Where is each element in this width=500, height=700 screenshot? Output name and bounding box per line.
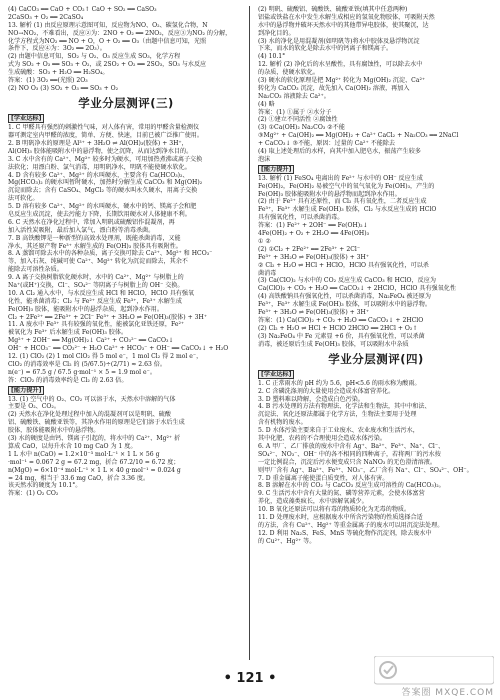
left-body-line: 4. D 含有较多 Ca²⁺、Mg²⁺ 的水叫硬水，主要含有 Ca(HCO₃)₂、: [8, 171, 189, 179]
left-bottom-line: 主要是 O₂、CO₂。: [8, 403, 60, 411]
right-mid-line: Fe³⁺，Fe³⁺ 水解生成 Fe(OH)₃ 胶体，可以吸附水中的悬浮物。: [258, 301, 431, 309]
left-body-line: Al(OH)₃ 胶体能吸附水中的悬浮物，使之沉降，从而达到净水目的。: [8, 147, 193, 155]
left-body-line: 7. B 高铁酸钾是一种新型的高效水处理剂，既能杀菌消毒，又能: [8, 234, 181, 242]
right-mid-line: 答案：(1) Fe²⁺ + 2OH⁻ ══ Fe(OH)₂↓: [258, 222, 368, 230]
left-column: [8, 6, 244, 498]
right-mid-line: 具有强氧化性，可以杀菌消毒。: [258, 214, 344, 222]
left-body-line: 9. A 离子交换树脂软化硬水时，水中的 Ca²⁺、Mg²⁺ 与树脂上的: [8, 274, 184, 282]
right-top-line: 下来，而水的软化是除去水中的钙离子和镁离子。: [258, 45, 393, 53]
left-body-line: 8. A 蒸馏可除去水中的各种杂质，离子交换可除去 Ca²⁺、Mg²⁺ 和 HCO₃⁻: [8, 250, 213, 258]
left-body-line: 器可测定室内甲醛的浓度，简单、方便、快速，目前已被广泛推广使用。: [8, 132, 203, 140]
left-top-line: 2CaSO₃ + O₂ ══ 2CaSO₄: [8, 13, 84, 21]
left-body-line: OH⁻ + HCO₃⁻ ══ CO₃²⁻ + H₂O Ca²⁺ + HCO₃⁻ + OH⁻ ══ CaCO₃↓ + H₂O: [8, 345, 229, 353]
left-body-line: Na⁺(或H⁺)交换，Cl⁻、SO₄²⁻ 等阴离子与树脂上的 OH⁻ 交换。: [8, 282, 184, 290]
left-body-line: 法可软化。: [8, 195, 39, 203]
right-top-line: (3) 硬水的软化原理是把 Mg²⁺ 转化为 Mg(OH)₂ 沉淀、Ca²⁺: [258, 77, 426, 85]
left-body-line: Cl₂ + 2Fe²⁺ ══ 2Fe³⁺ + 2Cl⁻ Fe³⁺ + 3H₂O ⇌ Fe(OH)₃(胶体) + 3H⁺: [8, 313, 208, 321]
right-mid-line: (2) ①Cl₂ + 2Fe²⁺ ══ 2Fe³⁺ + 2Cl⁻: [258, 245, 361, 253]
left-top-block: [8, 6, 244, 92]
right-mid-line: Fe³⁺，Fe³⁺ 水解生成 Fe(OH)₃ 胶体，Cl₂ 与水反应生成的 HClO: [258, 206, 437, 214]
left-bottom-line: 1 L 水中 n(CaO) = 1.2×10⁻³ mol·L⁻¹ × 1 L × 56 g: [8, 450, 160, 458]
right-mid-line: 13. 解析 (1) FeSO₄ 电离出的 Fe²⁺ 与水中的 OH⁻ 反应生成: [258, 174, 423, 182]
left-top-line: (2) 由题中信息可知，SO₂ 与 O₂、O₃ 反应生成 SO₃，化学方程: [8, 53, 181, 61]
right-mid-line: 消毒，被还原后生成 Fe(OH)₃ 胶体，可以吸附水中杂质: [258, 340, 409, 348]
section-tag-advanced-right: [能力提升]: [258, 165, 294, 174]
left-body-line: 等，加入石灰、纯碱可使 Ca²⁺、Mg²⁺ 转化为沉淀而除去，其余不: [8, 258, 188, 266]
left-top-line: (2) NO O₃ (3) SO₂ + O₃ ══ SO₃ + O₂: [8, 84, 119, 92]
left-body-line: Fe(OH)₃ 胶体，能吸附水中的悬浮杂质，起到净水作用。: [8, 305, 163, 313]
left-top-line: (4) CaCO₃ ══ CaO + CO₂↑ CaO + SO₂ ══ CaSO₃: [8, 6, 157, 13]
right-column: [258, 6, 494, 546]
right-bottom-line: 其中化肥、农药的不合理使用会造成水体污染。: [258, 435, 386, 443]
right-bottom-line: 1. C 正常雨水的 pH 约为 5.6，pH<5.6 的雨水称为酸雨。: [258, 379, 421, 387]
left-body-line: 化性，能杀菌消毒；Cl₂ 与 Fe²⁺ 反应生成 Fe³⁺，Fe³⁺ 水解生成: [8, 297, 183, 305]
right-mid-line: Fe³⁺ + 3H₂O ⇌ Fe(OH)₃(胶体) + 3H⁺: [258, 308, 370, 316]
right-bottom-line: 11. D 处理废水时，应根据废水中所含污染物的性质选择合适: [258, 513, 423, 521]
left-body-line: 法软化；用漂白粉、氯气消毒，用明矾净水，明矾不能使硬水软化。: [8, 163, 191, 171]
column-divider: [249, 6, 250, 660]
right-bottom-line: 的方法，含有 Cu²⁺、Hg²⁺ 等重金属离子的废水可以用沉淀法处理。: [258, 521, 444, 529]
right-mid-line: ② Cl₂ + H₂O ⇌ HCl + HClO，HClO 具有强氧化性，可以杀: [258, 261, 429, 269]
right-top-line: (4) 取上述处理后的水样，向其中加入肥皂水，振荡产生较多: [258, 148, 421, 156]
left-bottom-line: (3) 水的硬度是由钙、镁离子引起的，将水中的 Ca²⁺、Mg²⁺ 折: [8, 435, 181, 443]
left-bottom-line: ·mol⁻¹ = 0.067 2 g = 67.2 mg，折合 67.2/10 = 6.72 度；: [8, 458, 180, 466]
left-top-line: 条件下，反应④为：3O₂ ══ 2O₃）。: [8, 45, 106, 53]
left-body-line: 沉淀而除去；含有 CaSO₄、MgCl₂ 等的硬水叫永久硬水，用离子交换: [8, 187, 198, 195]
left-bottom-line: 13. (1) 空气中的 O₂、CO₂ 可以溶于水，天然水中溶解的气体: [8, 395, 176, 403]
right-top-line: (2) 明矾、硫酸铝、硫酸铁、硫酸亚铁(填其中任意两种): [258, 6, 408, 13]
left-body-line: 被氧化为 Fe³⁺ 后水解生成 Fe(OH)₃ 胶体。: [8, 329, 128, 337]
right-bottom-line: 7. D 重金属离子能使蛋白质变性，对人体有害。: [258, 474, 389, 482]
left-bottom-line: 该天然水的硬度为 10.1°。: [8, 482, 82, 490]
left-top-line: 化学方程式为NO₂ ══ NO + O，O + O₂ ══ O₃（由题中信息可知，光照: [8, 37, 207, 45]
right-top-line: 泡沫: [258, 155, 271, 163]
left-top-line: 答案：(1) 3O₂ ══(光照) 2O₃: [8, 77, 88, 85]
left-body-line: 答：ClO₂ 的消毒效率约是 Cl₂ 的 2.63 倍。: [8, 376, 128, 384]
left-top-line: 生成硫酸：SO₃ + H₂O ══ H₂SO₄。: [8, 69, 109, 77]
left-body-block: [8, 124, 244, 384]
right-bottom-line: 6. A 甲厂、乙厂排放的废水中含有 Ag⁺、Ba²⁺、Fe³⁺、Na⁺、Cl⁻、: [258, 442, 445, 450]
right-bottom-line: 10. B 氧化还原法可以将有毒的物质转化为无毒的物质。: [258, 506, 411, 514]
right-top-line: 的杂质，使硬水软化。: [258, 69, 319, 77]
right-bottom-line: 9. C 生活污水中含有大量的氮、磷等营养元素，会使水体富营: [258, 490, 425, 498]
right-top-line: (3) ①Ca(OH)₂ Na₂CO₃ ②不能: [258, 124, 345, 132]
right-top-line: 水中的悬浮物并破坏天然水中的其他带异电胶体，使其聚沉，达: [258, 21, 429, 29]
left-body-line: n(e⁻) = 67.5 g / 67.5 g·mol⁻¹ × 5 = 1.9 mol e⁻。: [8, 368, 156, 376]
page-number: • 121 •: [223, 671, 277, 686]
right-top-line: (3) 水的净化是用混凝剂(如明矾等)将水中胶体及悬浮物沉淀: [258, 37, 420, 45]
right-bottom-block: [258, 380, 494, 545]
left-body-line: Mg²⁺ + 2OH⁻ ══ Mg(OH)₂↓ Ca²⁺ + CO₃²⁻ ══ CaCO₃↓: [8, 337, 174, 345]
right-mid-line: 答案：(1) Ca(ClO)₂ + CO₂ + H₂O ══ CaCO₃↓ + 2HClO: [258, 316, 424, 324]
left-body-line: 2. B 明矾净水的原理是 Al³⁺ + 3H₂O ⇌ Al(OH)₃(胶体) + 3H⁺，: [8, 139, 188, 147]
right-mid-line: Ca(ClO)₂ + CO₂ + H₂O ══ CaCO₃↓ + 2HClO，HClO 具有强氧化性: [258, 285, 456, 293]
right-mid-line: ① ②: [258, 237, 271, 245]
right-top-line: ③Mg²⁺ + Ca(OH)₂ ══ Mg(OH)₂ + Ca²⁺ CaCl₂ + Na₂CO₃ ══ 2NaCl: [258, 132, 459, 140]
watermark-text: 答案圈 MXQE.COM: [401, 688, 494, 698]
right-bottom-line: SO₄²⁻、NO₃⁻、OH⁻ 中的各不相同的四种离子，若将两厂的污水按: [258, 450, 441, 458]
left-bottom-block: [8, 396, 244, 498]
left-bottom-line: 胶体，胶体能吸附水中的悬浮物。: [8, 427, 100, 435]
left-top-line: 13. 解析 (1) 由反应原理示意图可知，反应物为NO、O₂、碳氢化合物，N: [8, 21, 208, 29]
right-top-line: (2) ①建立不同活性 ②腐蚀性: [258, 116, 338, 124]
right-mid-line: Fe³⁺ + 3H₂O ⇌ Fe(OH)₃(胶体) + 3H⁺: [258, 253, 370, 261]
left-body-line: 12. (1) ClO₂ (2) 1 mol ClO₂ 得 5 mol e⁻，1 mol Cl₂ 得 2 mol e⁻，: [8, 353, 203, 361]
left-body-line: 能除去可溶性杂质。: [8, 266, 63, 274]
right-top-line: 到净化目的。: [258, 29, 295, 37]
right-bottom-line: 8. B 溶解在水中的 CO₂ 与 CaCO₃ 反应生成可溶性的 Ca(HCO₃)₂。: [258, 482, 445, 490]
left-body-line: ClO₂ 的消毒效率是 Cl₂ 的 (5/67.5)÷(2/71) ≈ 2.63 倍。: [8, 360, 166, 368]
right-mid-line: 4Fe(OH)₂ + O₂ + 2H₂O ══ 4Fe(OH)₃: [258, 230, 370, 238]
section-tag-advanced: [能力提升]: [8, 386, 44, 395]
left-body-line: 5. D 溶有较多 Ca²⁺、Mg²⁺ 的水叫硬水，硬水中的钙、镁离子会和肥: [8, 203, 197, 211]
right-mid-line: (2) Cl₂ + H₂O ⇌ HCl + HClO 2HClO ══ 2HCl + O₂↑: [258, 324, 418, 332]
left-bottom-line: 答案：(1) O₂ CO₂: [8, 490, 59, 498]
right-top-line: 答案：(1) ①属于 ②水分子: [258, 108, 332, 116]
right-mid-line: (4) 高铁酸钠具有强氧化性，可以杀菌消毒，Na₂FeO₄ 被还原为: [258, 293, 431, 301]
section-tag-basic: [学业达标]: [8, 114, 44, 123]
section-tag-basic-right: [学业达标]: [258, 370, 294, 379]
right-mid-block: [258, 175, 494, 348]
left-body-line: 加入活性炭吸附，最后加入氯气、漂白粉等消毒杀菌。: [8, 226, 155, 234]
left-bottom-line: 铝、硫酸铁、硫酸亚铁等，其净水作用的原理是它们溶于水后生成: [8, 419, 185, 427]
left-bottom-line: (2) 天然水在净化处理过程中加入的混凝剂可以是明矾、硫酸: [8, 411, 171, 419]
right-top-line: (4) 略: [258, 100, 275, 108]
left-body-line: 10. A Cl₂ 通入水中，与水反应生成 HCl 和 HClO，HClO 具有强氧: [8, 289, 195, 297]
left-body-line: 皂反应生成沉淀，使去污能力下降，长期饮用硬水对人体健康不利。: [8, 211, 191, 218]
left-top-line: NO→NO₂，不难看出，反应②为：2NO + O₂ ══ 2NO₂，反应③为NO₂ 的分解，: [8, 29, 232, 37]
left-body-line: 净水，其还原产物 Fe³⁺ 水解生成的 Fe(OH)₃ 胶体具有吸附性。: [8, 242, 182, 250]
left-bottom-line: n(MgO) = 6×10⁻⁴ mol·L⁻¹ × 1 L × 40 g·mol⁻¹ = 0.024 g: [8, 466, 181, 474]
left-bottom-line: = 24 mg，相当于 33.6 mg CaO，折合 3.36 度。: [8, 474, 150, 482]
right-bottom-line: 沉淀法、氧化还原法都属于化学方法，生物法主要用于处理: [258, 411, 417, 419]
right-top-block: [258, 6, 494, 163]
right-mid-line: (3) Na₂FeO₄ 中 Fe 元素显 +6 价，具有强氧化性，可以杀菌: [258, 332, 425, 340]
right-bottom-line: 5. D 水体污染主要来自于工业废水、农业废水和生活污水，: [258, 427, 419, 435]
right-mid-line: (2) 由于 Fe²⁺ 具有还原性，而 Cl₂ 具有氧化性，二者反应生成: [258, 198, 427, 206]
right-bottom-line: 4. B 污水处理的方法有物理法、化学法和生物法，其中中和法、: [258, 403, 431, 411]
left-top-line: 式为 SO₂ + O₃ ══ SO₃ + O₂，或 2SO₂ + O₂ ══ 2SO₃，SO₃ 与水反应: [8, 61, 207, 69]
left-bottom-line: 算成 CaO，以每升水含 10 mg CaO 为 1 度。: [8, 442, 137, 450]
right-top-line: 转化为 CaCO₃ 沉淀，故先加入 Ca(OH)₂ 溶液，再加入: [258, 84, 410, 92]
right-mid-line: (3) Ca(ClO)₂ 与水中的 CO₂ 反应生成 CaCO₃ 和 HClO，反应为: [258, 277, 436, 285]
left-body-line: 3. C 水中含有的 Ca²⁺、Mg²⁺ 较多时为硬水，可用加热煮沸或离子交换: [8, 155, 203, 163]
right-mid-line: 菌消毒: [258, 269, 277, 277]
right-bottom-line: 的 Cu²⁺、Hg²⁺ 等。: [258, 537, 316, 545]
right-top-line: 12. 解析 (2) 净化后的水呈酸性，具有腐蚀性，可以除去水中: [258, 61, 423, 69]
right-bottom-line: 则甲厂含有 Ag⁺、Ba²⁺、Fe³⁺、NO₃⁻，乙厂含有 Na⁺、Cl⁻、SO₄²⁻、OH⁻。: [258, 466, 473, 474]
right-top-line: + CaCO₃↓ ③不能，原因：过量的 Ca²⁺ 不能除去: [258, 140, 395, 148]
right-bottom-line: 一定比例混合，沉淀后污水便变成只含 NaNO₃ 的无色澄清溶液。: [258, 458, 436, 466]
right-bottom-line: 含有机物的废水。: [258, 419, 307, 427]
right-top-line: 铝盐或铁盐在水中发生水解生成相应的氢氧化物胶体，可吸附天然: [258, 13, 435, 21]
section-heading-3: 学业分层测评(三): [78, 96, 174, 111]
section-heading-4: 学业分层测评(四): [328, 351, 424, 366]
left-body-line: Mg(HCO₃)₂ 的硬水叫暂时硬水，加热时分解生成 CaCO₃ 和 Mg(OH)₂: [8, 179, 203, 187]
right-top-line: Na₂CO₃ 溶液除去 Ca²⁺。: [258, 92, 330, 100]
right-bottom-line: 养化，造成藻类疯长，水中溶解氧减少。: [258, 498, 368, 506]
right-mid-line: Fe(OH)₂，Fe(OH)₂ 易被空气中的氧气氧化为 Fe(OH)₃，产生的: [258, 182, 435, 190]
right-bottom-line: 12. D 利用 Na₂S、FeS、MnS 等硫化物作沉淀剂，除去废水中: [258, 529, 432, 537]
left-body-line: 6. C 天然水在净化过程中，常加入明矾或硫酸铝作混凝剂，再: [8, 218, 175, 226]
right-top-line: (4) 10.1°: [258, 53, 286, 61]
right-bottom-line: 3. D 塑料难以降解，会造成白色污染。: [258, 395, 364, 403]
left-body-line: 11. A 废水中 Fe³⁺ 具有较强的氧化性，能被氯化亚铁还原，Fe²⁺: [8, 321, 185, 329]
left-body-line: 1. C 甲醛具有强烈的刺激性气味，对人体有害，常用的甲醛含量检测仪: [8, 124, 200, 132]
right-mid-line: Fe(OH)₃ 胶体能吸附水中的悬浮物而起到净水作用。: [258, 190, 401, 198]
right-bottom-line: 2. C 含磷洗涤剂的大量使用会造成水体富营养化。: [258, 387, 395, 395]
